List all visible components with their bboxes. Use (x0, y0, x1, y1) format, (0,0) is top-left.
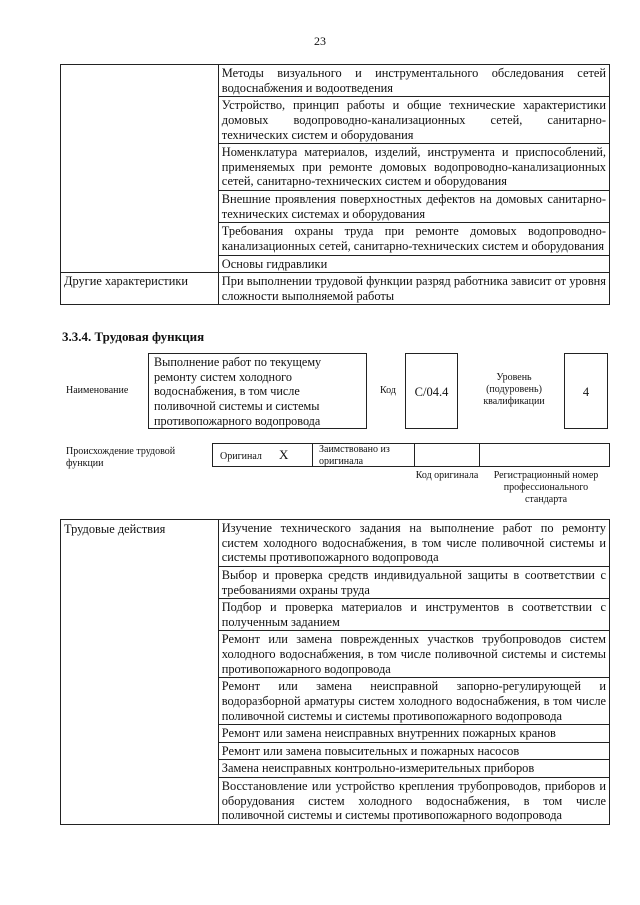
table-cell: Восстановление или устройство крепления трубопроводов, приборов и оборудования систем холодного водоснабжения, в том числе поливочной системы и системы противопожарного водопровода (218, 778, 609, 825)
table-cell: Замена неисправных контрольно-измерительных приборов (218, 760, 609, 778)
origin-borrowed-box (312, 443, 415, 467)
table-cell: Требования охраны труда при ремонте домовых водопроводно-канализационных сетей, санитарно-технических систем и оборудования (218, 223, 609, 255)
table-cell: Ремонт или замена поврежденных участков трубопроводов систем холодного водоснабжения, в том числе поливочной системы и системы противопожарного водопровода (218, 631, 609, 678)
other-characteristics-text: При выполнении трудовой функции разряд работника зависит от уровня сложности выполняемой работы (218, 273, 609, 305)
reg-number-label: Регистрационный номер профессионального стандарта (493, 470, 599, 505)
table-row (61, 65, 610, 97)
original-label: Оригинал (220, 451, 262, 462)
name-value-box (148, 353, 367, 429)
borrowed-label: Заимствовано из оригинала (319, 444, 390, 467)
table-cell: Ремонт или замена неисправной запорно-регулирующей и водоразборной арматуры систем холодного водоснабжения, в том числе поливочной системы и системы противопожарного водопровода (218, 678, 609, 725)
table-cell: Основы гидравлики (218, 255, 609, 273)
name-value: Выполнение работ по текущему ремонту систем холодного водоснабжения, в том числе поливочной системы и системы противопожарного водопровода (154, 355, 322, 428)
table-cell: Подбор и проверка материалов и инструментов в соответствии с полученным заданием (218, 599, 609, 631)
table-cell: Изучение технического задания на выполнение работ по ремонту систем холодного водоснабжения, в том числе поливочной системы и системы противопожарного водопровода (218, 520, 609, 567)
code-value: C/04.4 (414, 385, 449, 399)
code-original-label: Код оригинала (415, 470, 479, 481)
table-cell: Устройство, принцип работы и общие технические характеристики домовых водопроводно-канализационных сетей, санитарно-технических систем и оборудования (218, 97, 609, 144)
code-label: Код (380, 385, 396, 396)
origin-reg-box (479, 443, 610, 467)
original-mark: X (279, 447, 289, 462)
table-row (61, 273, 610, 305)
other-characteristics-label: Другие характеристики (61, 273, 219, 305)
knowledge-table (60, 64, 610, 305)
name-label: Наименование (66, 385, 129, 396)
origin-code-box (414, 443, 480, 467)
table-row (61, 520, 610, 567)
labor-actions-label: Трудовые действия (61, 520, 219, 825)
code-value-box (405, 353, 458, 429)
level-value-box (564, 353, 608, 429)
labor-actions-table (60, 519, 610, 825)
table-label-cell (61, 65, 219, 273)
table-cell: Номенклатура материалов, изделий, инструмента и приспособлений, применяемых при ремонте домовых водопроводно-канализационных сетей, санитарно-технических систем и оборудования (218, 144, 609, 191)
table-cell: Внешние проявления поверхностных дефектов на домовых санитарно-технических системах и оборудования (218, 191, 609, 223)
table-cell: Ремонт или замена неисправных внутренних пожарных кранов (218, 725, 609, 743)
origin-label: Происхождение трудовой функции (66, 446, 176, 469)
table-cell: Методы визуального и инструментального обследования сетей водоснабжения и водоотведения (218, 65, 609, 97)
page-number: 23 (314, 34, 326, 48)
level-label: Уровень (подуровень) квалификации (483, 372, 545, 407)
origin-original-box (212, 443, 313, 467)
section-heading: 3.3.4. Трудовая функция (62, 329, 205, 344)
level-value: 4 (582, 385, 590, 399)
table-cell: Ремонт или замена повысительных и пожарных насосов (218, 742, 609, 760)
table-cell: Выбор и проверка средств индивидуальной защиты в соответствии с требованиями охраны труда (218, 566, 609, 598)
